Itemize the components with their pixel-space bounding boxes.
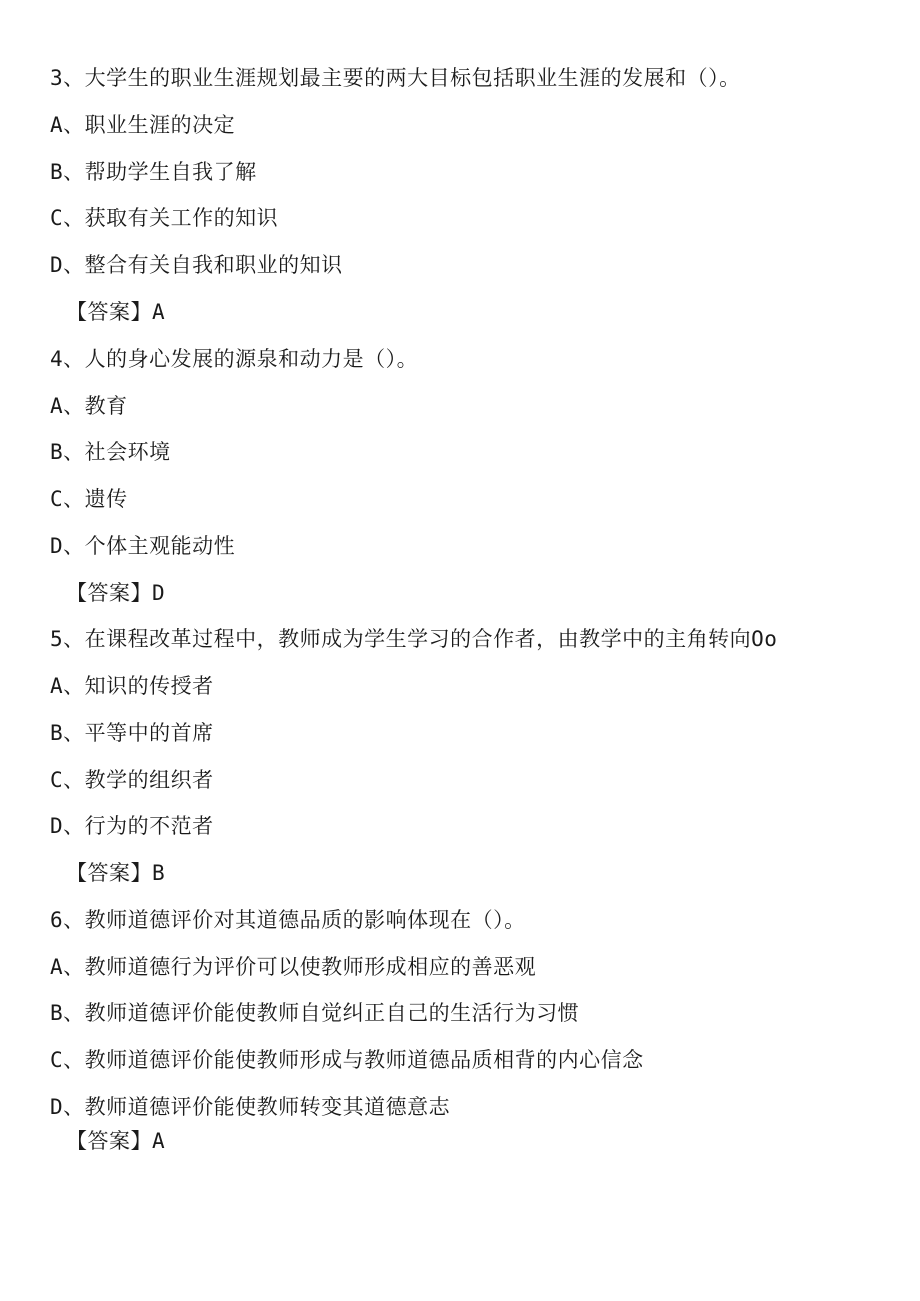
question-3-answer: 【答案】A — [66, 300, 166, 324]
question-6-option-d: D、教师道德评价能使教师转变其道德意志 — [50, 1095, 451, 1119]
question-5-option-c: C、教学的组织者 — [50, 768, 214, 792]
question-5-stem: 5、在课程改革过程中，教师成为学生学习的合作者，由教学中的主角转向Oo — [50, 627, 778, 651]
question-3-option-c: C、获取有关工作的知识 — [50, 206, 279, 230]
question-6-stem: 6、教师道德评价对其道德品质的影响体现在（）。 — [50, 908, 526, 932]
question-3-option-a: A、职业生涯的决定 — [50, 113, 236, 137]
question-5-answer: 【答案】B — [66, 861, 166, 885]
question-6-option-c: C、教师道德评价能使教师形成与教师道德品质相背的内心信念 — [50, 1048, 644, 1072]
question-6-answer: 【答案】A — [66, 1129, 166, 1153]
question-3-option-b: B、帮助学生自我了解 — [50, 160, 257, 184]
question-5-option-d: D、行为的不范者 — [50, 814, 214, 838]
question-4-option-b: B、社会环境 — [50, 440, 171, 464]
question-4-option-d: D、个体主观能动性 — [50, 534, 236, 558]
question-4-option-c: C、遗传 — [50, 487, 128, 511]
question-4-answer: 【答案】D — [66, 581, 166, 605]
question-5-option-a: A、知识的传授者 — [50, 674, 214, 698]
question-6-option-b: B、教师道德评价能使教师自觉纠正自己的生活行为习惯 — [50, 1001, 580, 1025]
question-6-option-a: A、教师道德行为评价可以使教师形成相应的善恶观 — [50, 955, 537, 979]
question-4-stem: 4、人的身心发展的源泉和动力是（）。 — [50, 347, 419, 371]
question-3-stem: 3、大学生的职业生涯规划最主要的两大目标包括职业生涯的发展和（）。 — [50, 66, 741, 90]
question-5-option-b: B、平等中的首席 — [50, 721, 214, 745]
question-3-option-d: D、整合有关自我和职业的知识 — [50, 253, 343, 277]
question-4-option-a: A、教育 — [50, 394, 128, 418]
